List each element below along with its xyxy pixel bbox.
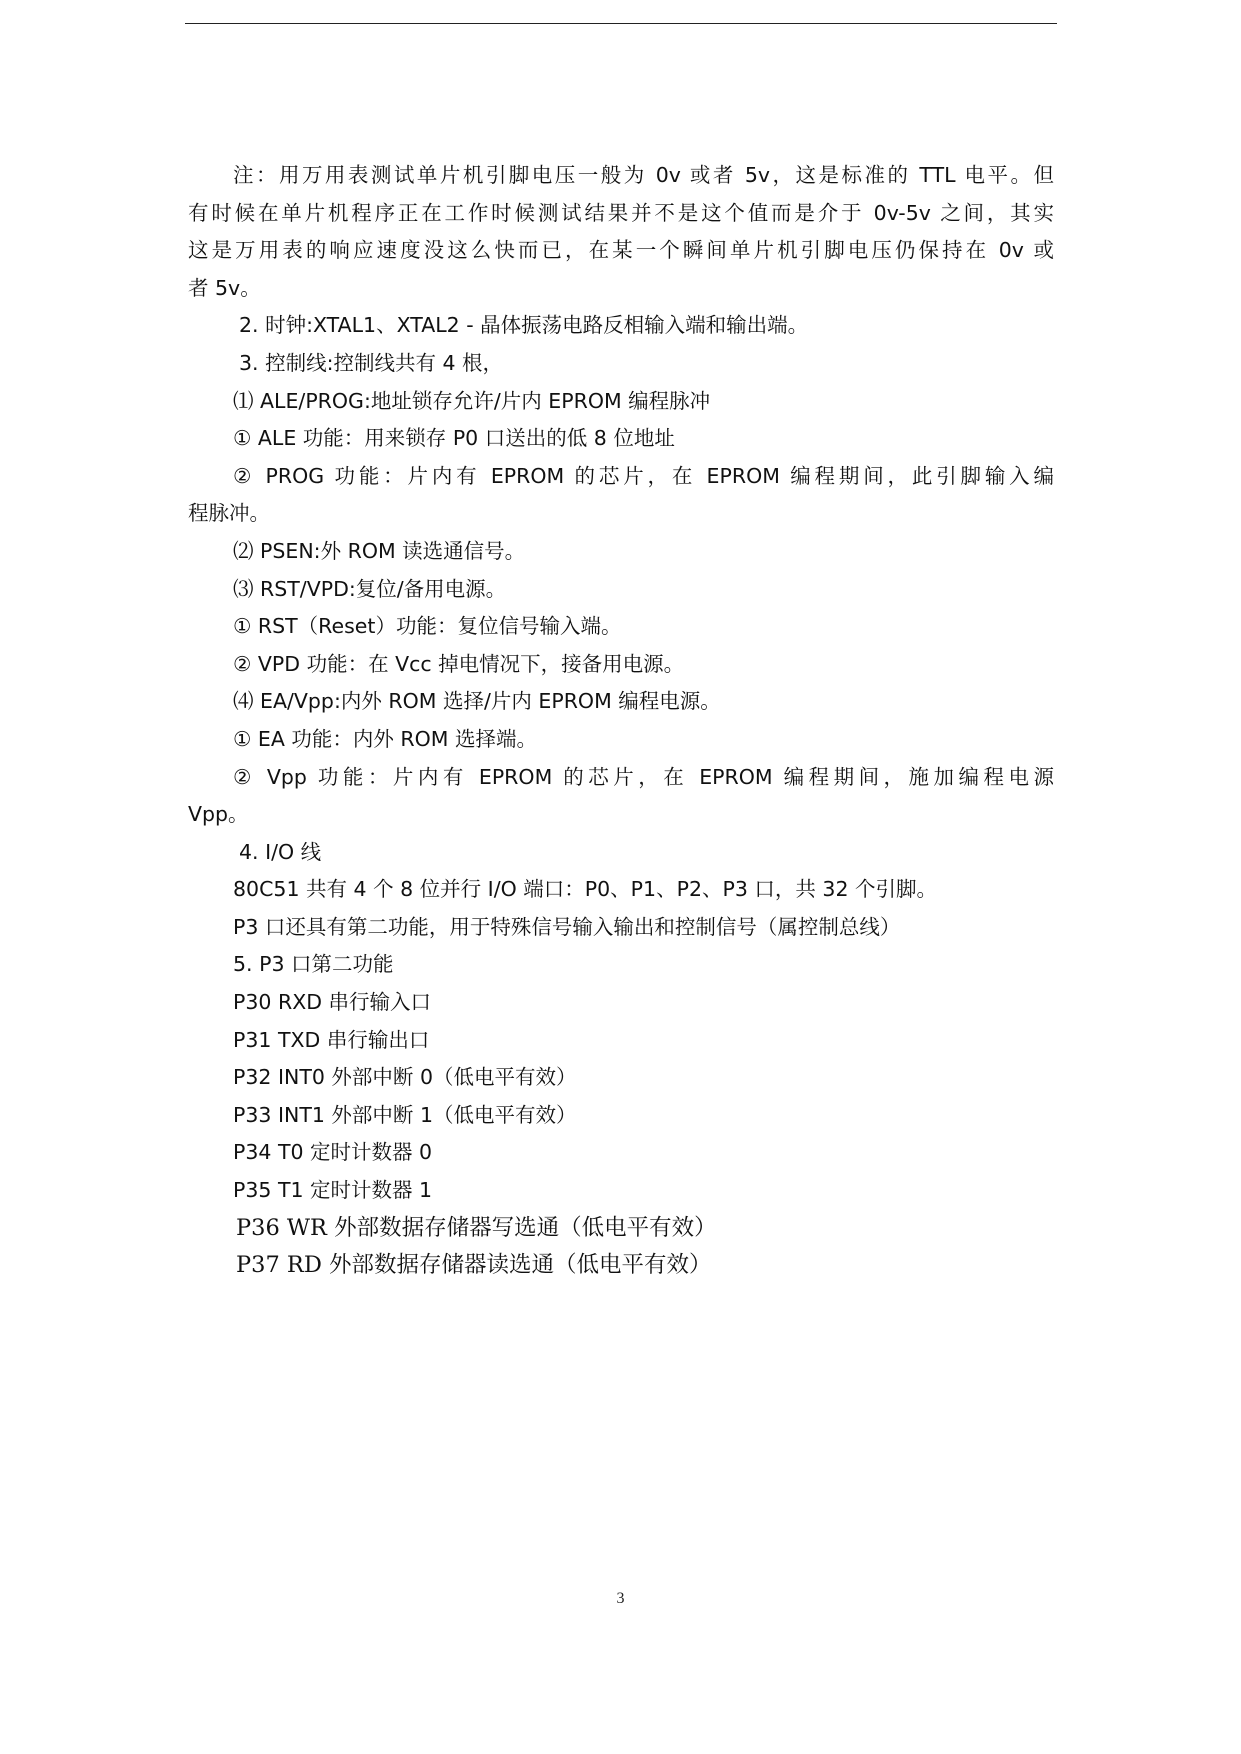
paragraph-line: ① RST（Reset）功能：复位信号输入端。 xyxy=(233,614,622,639)
document-body xyxy=(188,157,1054,1285)
paragraph-line: 4. I/O 线 xyxy=(239,839,322,864)
paragraph-line: ⑴ ALE/PROG:地址锁存允许/片内 EPROM 编程脉冲 xyxy=(233,388,711,413)
paragraph-line: Vpp。 xyxy=(188,802,249,827)
paragraph-line: 注：用万用表测试单片机引脚电压一般为 0v 或者 5v，这是标准的 TTL 电平。但 xyxy=(233,163,1054,187)
paragraph-line: P32 INT0 外部中断 0（低电平有效） xyxy=(233,1065,577,1090)
paragraph-line: ⑶ RST/VPD:复位/备用电源。 xyxy=(233,576,507,601)
paragraph-line: 5. P3 口第二功能 xyxy=(233,952,394,977)
paragraph-line: P36 WR 外部数据存储器写选通（低电平有效） xyxy=(236,1214,717,1241)
paragraph-line: ② VPD 功能：在 Vcc 掉电情况下，接备用电源。 xyxy=(233,651,685,676)
paragraph-line: ① ALE 功能：用来锁存 P0 口送出的低 8 位地址 xyxy=(233,426,675,451)
paragraph-line: 有时候在单片机程序正在工作时候测试结果并不是这个值而是介于 0v-5v 之间，其实 xyxy=(188,200,1054,225)
paragraph-line: ② Vpp 功能：片内有 EPROM 的芯片，在 EPROM 编程期间，施加编程电源 xyxy=(233,764,1054,789)
paragraph-line: ① EA 功能：内外 ROM 选择端。 xyxy=(233,726,537,751)
paragraph-line: P37 RD 外部数据存储器读选通（低电平有效） xyxy=(236,1252,712,1279)
paragraph-line: 者 5v。 xyxy=(188,275,261,300)
paragraph-line: P34 T0 定时计数器 0 xyxy=(233,1140,433,1165)
paragraph-line: 2. 时钟:XTAL1、XTAL2 - 晶体振荡电路反相输入端和输出端。 xyxy=(239,313,809,338)
paragraph-line: 80C51 共有 4 个 8 位并行 I/O 端口：P0、P1、P2、P3 口，共 32 个引脚。 xyxy=(233,877,938,902)
paragraph-line: ⑵ PSEN:外 ROM 读选通信号。 xyxy=(233,538,526,563)
paragraph-line: 这是万用表的响应速度没这么快而已，在某一个瞬间单片机引脚电压仍保持在 0v 或 xyxy=(188,238,1054,263)
paragraph-line: P33 INT1 外部中断 1（低电平有效） xyxy=(233,1102,577,1127)
paragraph-line: ② PROG 功能：片内有 EPROM 的芯片，在 EPROM 编程期间，此引脚输入编 xyxy=(233,463,1054,488)
paragraph-line: P35 T1 定时计数器 1 xyxy=(233,1178,433,1203)
paragraph-line: ⑷ EA/Vpp:内外 ROM 选择/片内 EPROM 编程电源。 xyxy=(233,689,721,714)
paragraph-line: P30 RXD 串行输入口 xyxy=(233,990,432,1015)
header-rule xyxy=(185,23,1057,24)
paragraph-line: P31 TXD 串行输出口 xyxy=(233,1027,430,1052)
paragraph-line: 程脉冲。 xyxy=(188,501,270,526)
paragraph-line: P3 口还具有第二功能，用于特殊信号输入输出和控制信号（属控制总线） xyxy=(233,914,901,939)
paragraph-line: 3. 控制线:控制线共有 4 根， xyxy=(239,350,504,375)
page-number: 3 xyxy=(616,1590,625,1607)
